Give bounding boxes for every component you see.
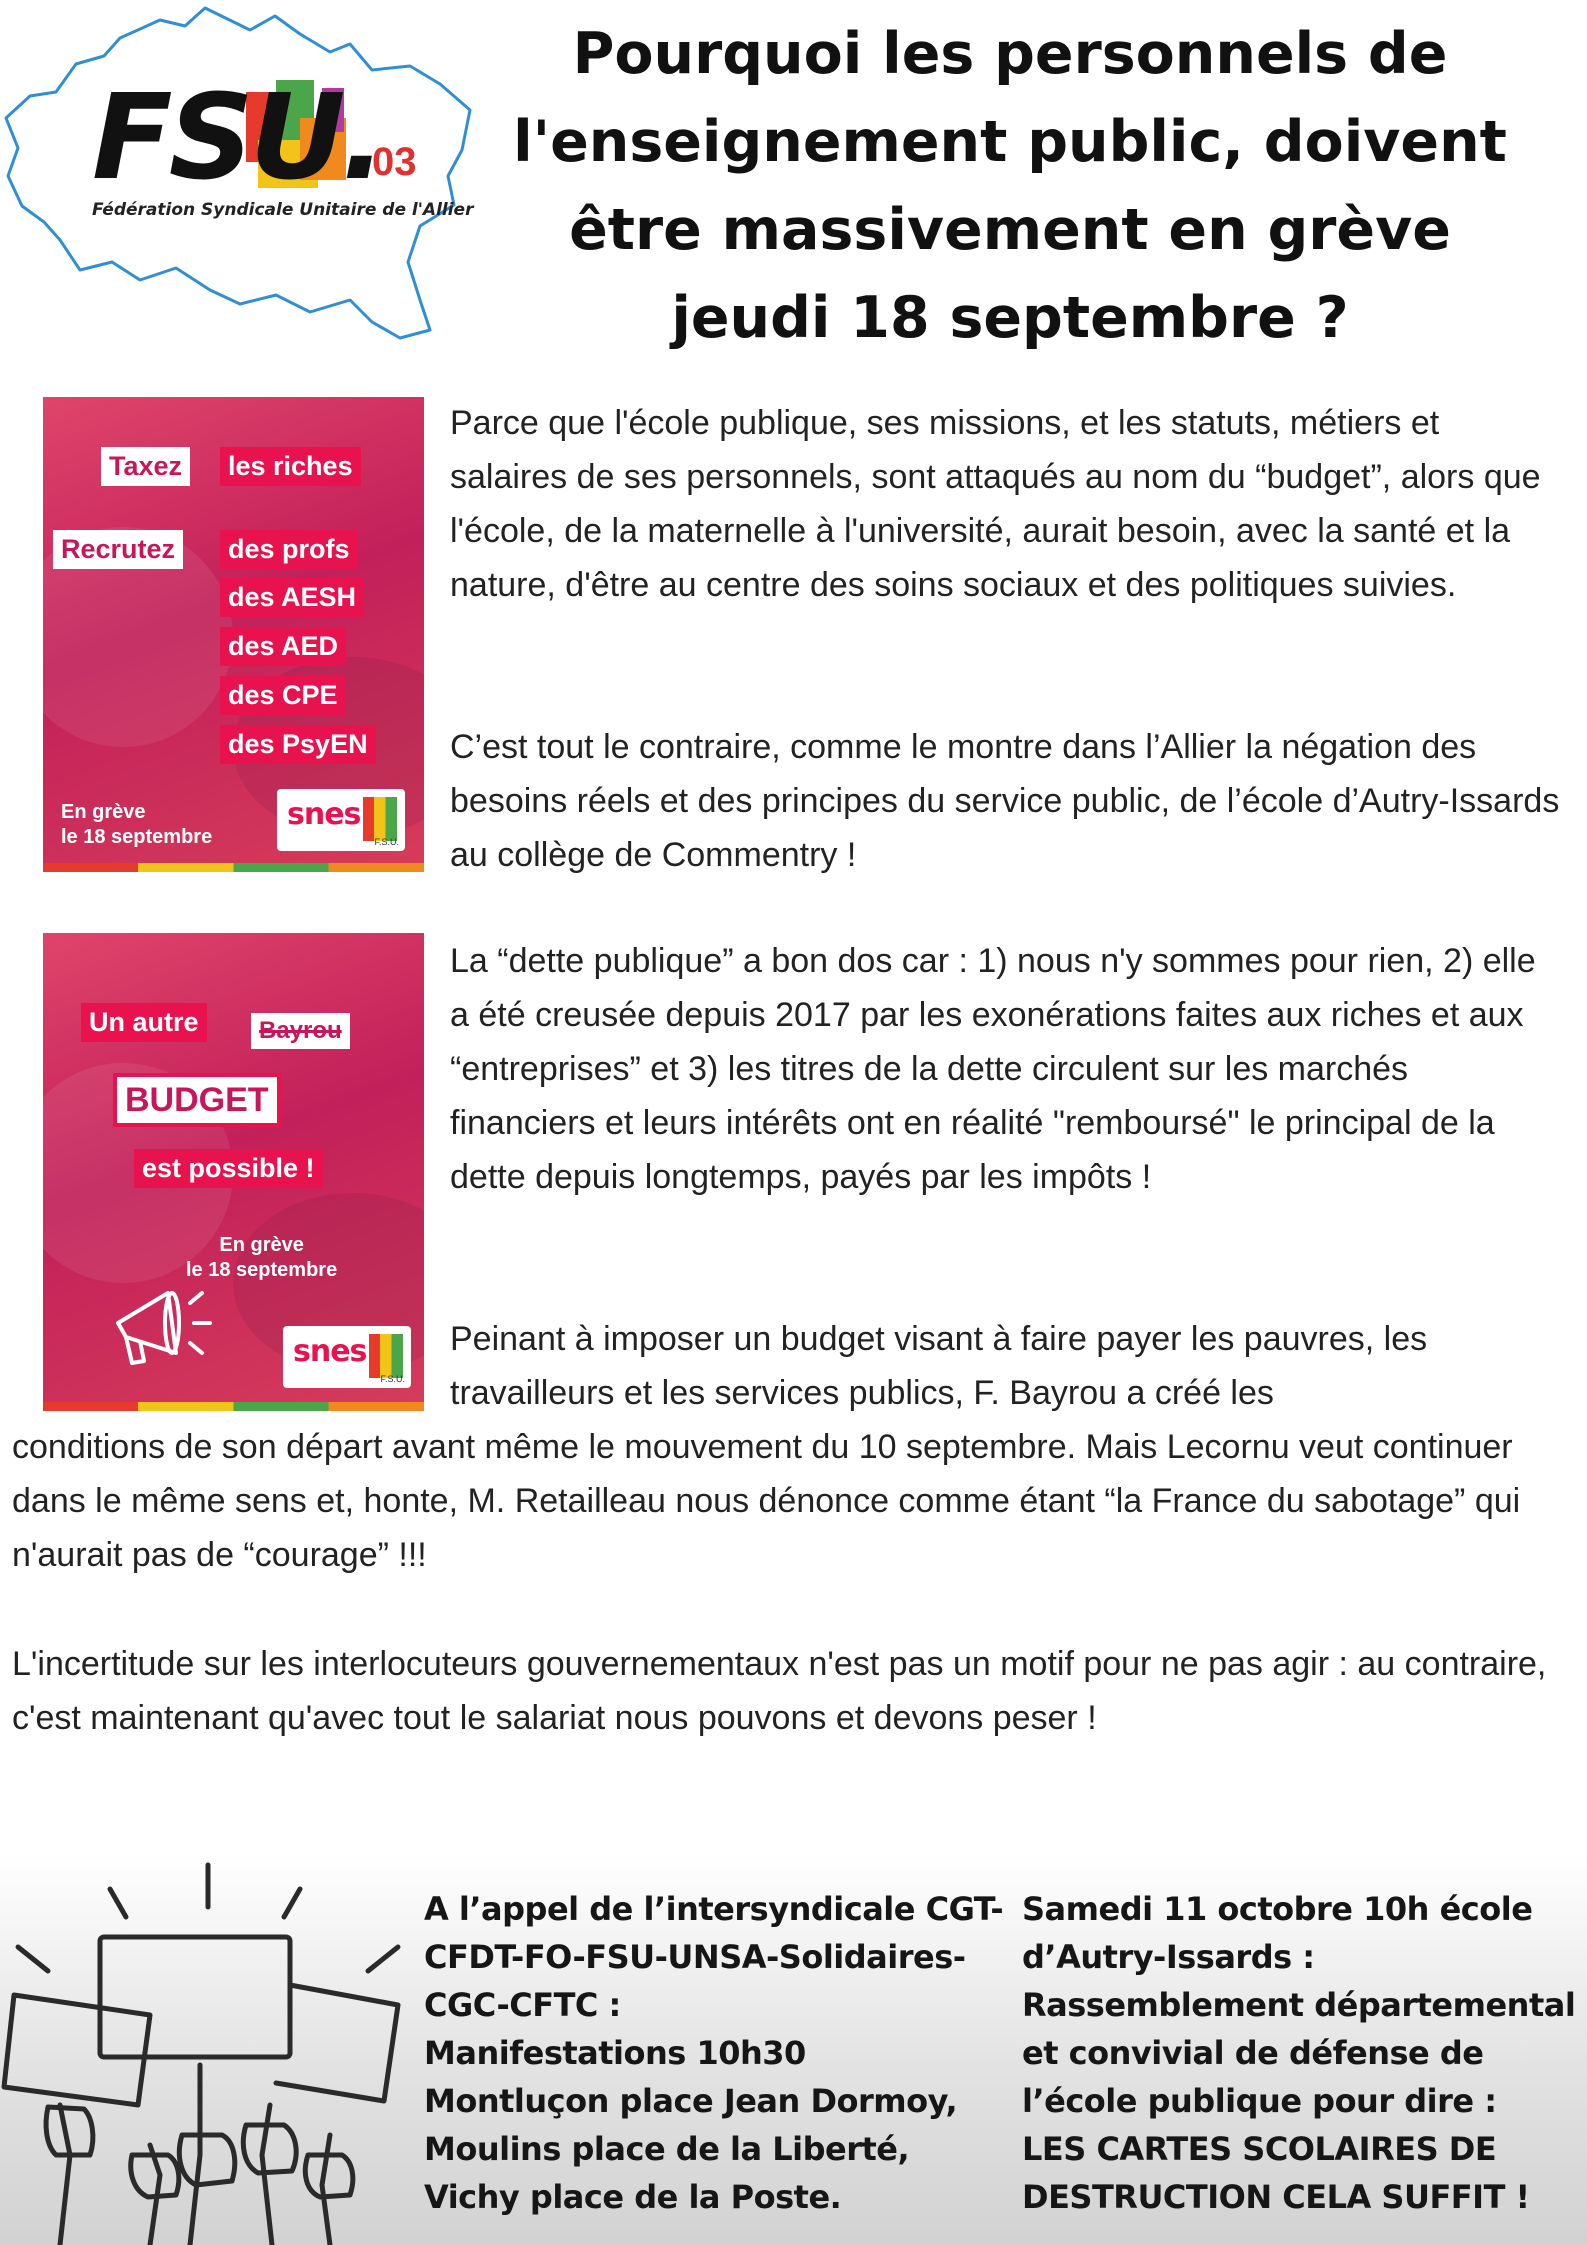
- poster-date-line: En grève: [61, 801, 146, 823]
- title-line: l'enseignement public, doivent: [513, 109, 1507, 175]
- poster-tag-crossed: Bayrou: [251, 1013, 350, 1049]
- poster-date-line: le 18 septembre: [186, 1259, 338, 1281]
- paragraph-allier: C’est tout le contraire, comme le montre dans l’Allier la négation des besoins réels et des principes du service public, de l’école d’Autry-Issards au collège de Commentry !: [450, 728, 1560, 874]
- fsu-mini-label: F.S.U.: [374, 837, 399, 847]
- poster-tag: les riches: [220, 447, 361, 486]
- paragraph-bayrou-continued: conditions de son départ avant même le mouvement du 10 septembre. Mais Lecornu veut continuer dans le même sens et, honte, M. Retailleau nous dénonce comme étant “la France du sabotage” qui n'aurait pas de “courage” !!!: [12, 1428, 1521, 1574]
- title-line: être massivement en grève: [569, 197, 1451, 263]
- poster-tag: Un autre: [81, 1003, 207, 1042]
- fsu-mini-logo: [369, 1334, 403, 1378]
- paragraph-incertitude: L'incertitude sur les interlocuteurs gouvernementaux n'est pas un motif pour ne pas agir : au contraire, c'est maintenant qu'avec tout le salariat nous pouvons et devons peser !: [12, 1645, 1547, 1737]
- poster-date-line: En grève: [219, 1234, 304, 1256]
- paragraph-bayrou-start: Peinant à imposer un budget visant à faire payer les pauvres, les travailleurs et les services publics, F. Bayrou a créé les: [450, 1320, 1428, 1412]
- footer-line: Moulins place de la Liberté,: [424, 2130, 910, 2168]
- paragraph-ecole-publique: Parce que l'école publique, ses missions, et les statuts, métiers et salaires de ses personnels, sont attaqués au nom du “budget”, alors que l'école, de la maternelle à l'université, aurait besoin, avec la santé et la nature, d'être au centre des soins sociaux et des politiques suivies.: [450, 404, 1541, 604]
- logo-wordmark: FSU.: [92, 68, 383, 206]
- footer-line: Samedi 11 octobre 10h école: [1022, 1890, 1533, 1928]
- poster-tag: Recrutez: [53, 530, 183, 569]
- page-title: [470, 10, 1550, 362]
- poster-date: [61, 800, 212, 850]
- footer-intersyndicale: [424, 1885, 1014, 2221]
- megaphone-icon: [98, 1263, 218, 1383]
- footer-line: Manifestations 10h30: [424, 2034, 806, 2072]
- poster-tag: Taxez: [101, 447, 190, 486]
- footer-line: CFDT-FO-FSU-UNSA-Solidaires-: [424, 1938, 966, 1976]
- footer-line: A l’appel de l’intersyndicale CGT-: [424, 1890, 1004, 1928]
- poster-tag-budget: BUDGET: [113, 1073, 281, 1127]
- snes-wordmark: snes: [293, 1334, 367, 1369]
- poster-tag: des PsyEN: [220, 725, 376, 764]
- poster-color-stripe: [43, 863, 424, 872]
- footer-line: DESTRUCTION CELA SUFFIT !: [1022, 2178, 1530, 2216]
- footer-line: Montluçon place Jean Dormoy,: [424, 2082, 958, 2120]
- poster-taxez-les-riches: [43, 397, 424, 872]
- poster-date-line: le 18 septembre: [61, 826, 213, 848]
- snes-fsu-logo: [283, 1326, 411, 1388]
- poster-tag: des profs: [220, 530, 358, 569]
- poster-tag: des AESH: [220, 578, 364, 617]
- fsu-mini-logo: [363, 797, 397, 841]
- footer-line: et convivial de défense de: [1022, 2034, 1484, 2072]
- footer-rassemblement: [1022, 1885, 1582, 2221]
- footer-line: Rassemblement départemental: [1022, 1986, 1576, 2024]
- poster-color-stripe: [43, 1402, 424, 1411]
- footer-banner: [0, 1855, 1587, 2245]
- snes-fsu-logo: [277, 789, 405, 851]
- title-line: jeudi 18 septembre ?: [671, 285, 1349, 351]
- protest-fists-icon: [0, 1855, 420, 2245]
- footer-line: l’école publique pour dire :: [1022, 2082, 1497, 2120]
- paragraph-dette-publique: La “dette publique” a bon dos car : 1) nous n'y sommes pour rien, 2) elle a été creusée depuis 2017 par les exonérations faites aux riches et aux “entreprises” et 3) les titres de la dette circulent sur les marchés financiers et leurs intérêts ont en réalité "remboursé" le principal de la dette depuis longtemps, payés par les impôts !: [450, 942, 1536, 1196]
- footer-line: d’Autry-Issards :: [1022, 1938, 1315, 1976]
- poster-tag: des CPE: [220, 676, 346, 715]
- footer-line: CGC-CFTC :: [424, 1986, 621, 2024]
- footer-line: Vichy place de la Poste.: [424, 2178, 842, 2216]
- logo-department: 03: [372, 140, 417, 184]
- footer-line: LES CARTES SCOLAIRES DE: [1022, 2130, 1497, 2168]
- poster-tag: est possible !: [134, 1149, 323, 1188]
- title-line: Pourquoi les personnels de: [572, 21, 1448, 87]
- fsu-mini-label: F.S.U.: [380, 1374, 405, 1384]
- snes-wordmark: snes: [287, 797, 361, 832]
- poster-tag: des AED: [220, 627, 346, 666]
- fsu-logo: [0, 0, 480, 345]
- poster-un-autre-budget: [43, 933, 424, 1411]
- logo-subtitle: Fédération Syndicale Unitaire de l'Allier: [92, 200, 474, 220]
